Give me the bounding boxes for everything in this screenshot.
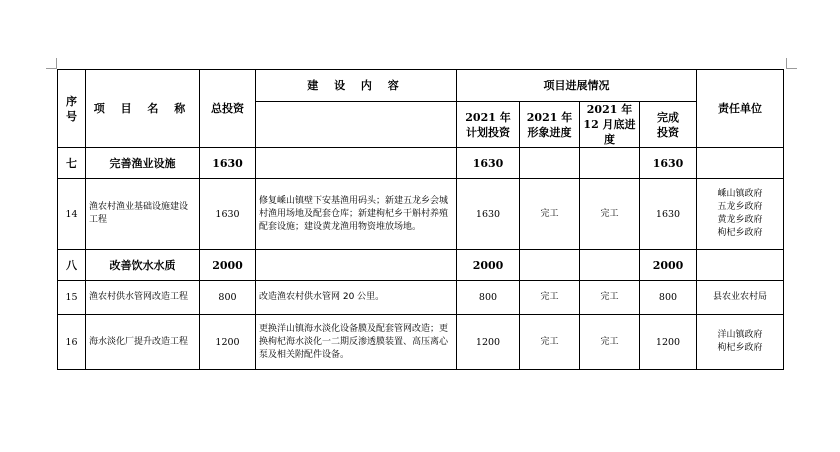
row-total: 1630 [200, 179, 256, 250]
row-responsible-units: 嵊山镇政府 五龙乡政府 黄龙乡政府 枸杞乡政府 [697, 179, 784, 250]
row-done: 1200 [640, 315, 697, 370]
row-done: 800 [640, 281, 697, 315]
row-project-name: 渔农村渔业基础设施建设工程 [86, 179, 200, 250]
row-project-name: 渔农村供水管网改造工程 [86, 281, 200, 315]
section-unit-blank [697, 148, 784, 179]
row-plan: 800 [457, 281, 520, 315]
row-image-progress: 完工 [520, 281, 580, 315]
section-content-blank [256, 148, 457, 179]
header-responsible-unit: 责任单位 [697, 70, 784, 148]
row-content: 修复嵊山镇壁下安基渔用码头；新建五龙乡会城村渔用场地及配套仓库；新建枸杞乡干斛村养殖配套设施；建设黄龙渔用物资堆放场地。 [256, 179, 457, 250]
header-total-investment: 总投资 [200, 70, 256, 148]
section-number: 七 [58, 148, 86, 179]
section-total: 2000 [200, 250, 256, 281]
row-number: 14 [58, 179, 86, 250]
row-image-progress: 完工 [520, 179, 580, 250]
header-progress: 项目进展情况 [457, 70, 697, 102]
row-responsible-units: 县农业农村局 [697, 281, 784, 315]
header-completed-investment: 完成 投资 [640, 102, 697, 148]
section-yearend-blank [580, 250, 640, 281]
row-total: 1200 [200, 315, 256, 370]
table-row [58, 315, 784, 370]
header-construction-content: 建 设 内 容 [256, 70, 457, 102]
table-row [58, 281, 784, 315]
section-done: 1630 [640, 148, 697, 179]
section-done: 2000 [640, 250, 697, 281]
section-name: 改善饮水水质 [86, 250, 200, 281]
section-plan: 2000 [457, 250, 520, 281]
section-content-blank [256, 250, 457, 281]
section-plan: 1630 [457, 148, 520, 179]
table-row [58, 179, 784, 250]
row-total: 800 [200, 281, 256, 315]
header-2021-yearend-progress: 2021 年 12 月底进度 [580, 102, 640, 148]
section-unit-blank [697, 250, 784, 281]
row-plan: 1630 [457, 179, 520, 250]
header-seq: 序号 [58, 70, 86, 148]
row-plan: 1200 [457, 315, 520, 370]
row-yearend-progress: 完工 [580, 281, 640, 315]
row-number: 16 [58, 315, 86, 370]
row-image-progress: 完工 [520, 315, 580, 370]
header-content-blank [256, 102, 457, 148]
project-progress-table [57, 69, 784, 370]
section-yearend-blank [580, 148, 640, 179]
page-corner-mark-top-right [786, 58, 797, 69]
section-total: 1630 [200, 148, 256, 179]
section-name: 完善渔业设施 [86, 148, 200, 179]
row-content: 改造渔农村供水管网 20 公里。 [256, 281, 457, 315]
row-number: 15 [58, 281, 86, 315]
header-2021-plan-investment: 2021 年 计划投资 [457, 102, 520, 148]
header-project-name: 项 目 名 称 [86, 70, 200, 148]
row-done: 1630 [640, 179, 697, 250]
row-content: 更换洋山镇海水淡化设备膜及配套管网改造；更换枸杞海水淡化一二期反渗透膜装置、高压离心泵及相关附配件设备。 [256, 315, 457, 370]
section-image-blank [520, 250, 580, 281]
section-row [58, 250, 784, 281]
page-corner-mark-top-left [46, 58, 57, 69]
section-image-blank [520, 148, 580, 179]
row-project-name: 海水淡化厂提升改造工程 [86, 315, 200, 370]
row-yearend-progress: 完工 [580, 315, 640, 370]
row-yearend-progress: 完工 [580, 179, 640, 250]
section-row [58, 148, 784, 179]
section-number: 八 [58, 250, 86, 281]
row-responsible-units: 洋山镇政府 枸杞乡政府 [697, 315, 784, 370]
header-2021-image-progress: 2021 年 形象进度 [520, 102, 580, 148]
